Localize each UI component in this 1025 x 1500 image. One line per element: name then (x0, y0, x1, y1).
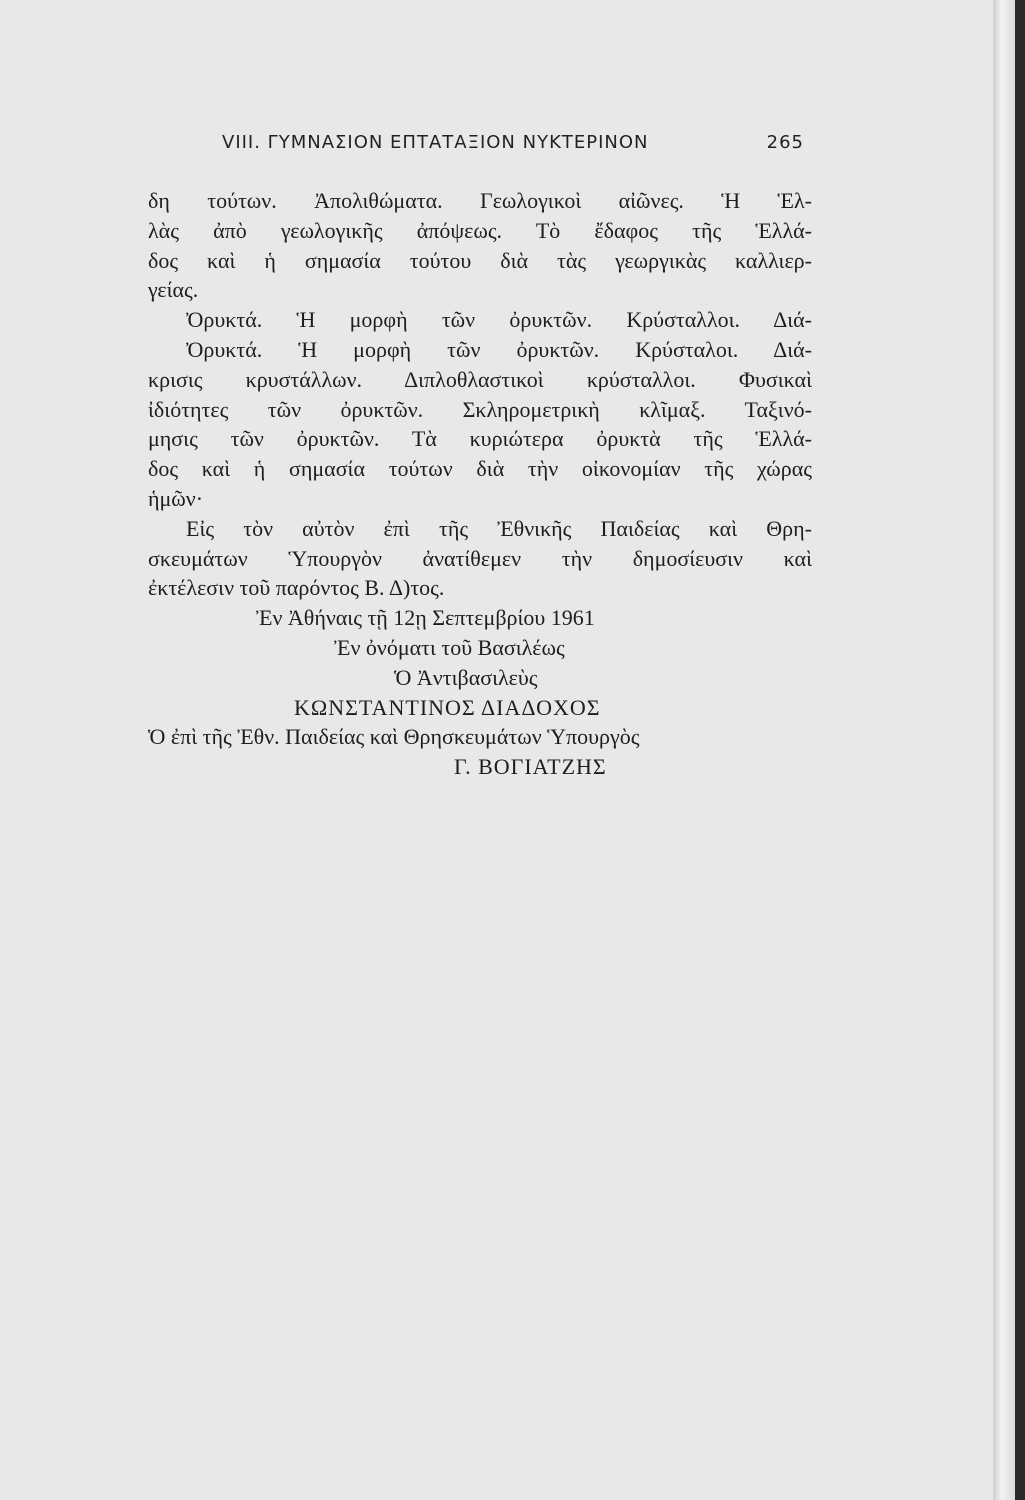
body-line: ἐκτέλεσιν τοῦ παρόντος Β. Δ)τος. (148, 575, 445, 601)
body-text (148, 186, 812, 782)
body-line: μησις τῶν ὀρυκτῶν. Τὰ κυριώτερα ὀρυκτὰ τῆς Ἑλλά- (148, 426, 812, 452)
body-line: γείας. (148, 277, 199, 303)
signature-minister-title: Ὁ ἐπὶ τῆς Ἐθν. Παιδείας καὶ Θρησκευμάτων Ὑπουργὸς (148, 724, 640, 750)
body-line: λὰς ἀπὸ γεωλογικῆς ἀπόψεως. Τὸ ἔδαφος τῆς Ἑλλά- (148, 217, 812, 243)
body-line: Ὀρυκτά. Ἡ μορφὴ τῶν ὀρυκτῶν. Κρύσταλοι. Διά- (186, 336, 812, 362)
body-line: ἡμῶν· (148, 485, 204, 511)
signature-regent-title: Ὁ Ἀντιβασιλεὺς (394, 664, 538, 690)
body-line: δος καὶ ἡ σημασία τούτου διὰ τὰς γεωργικὰς καλλιερ- (148, 247, 812, 273)
body-line: Ὀρυκτά. Ἡ μορφὴ τῶν ὀρυκτῶν. Κρύσταλλοι. Διά- (186, 307, 812, 333)
signature-minister-name: Γ. ΒΟΓΙΑΤΖΗΣ (454, 754, 607, 780)
signature-on-behalf: Ἐν ὀνόματι τοῦ Βασιλέως (334, 634, 565, 660)
running-header (222, 132, 804, 153)
body-line: ἰδιότητες τῶν ὀρυκτῶν. Σκληρομετρικὴ κλῖμαξ. Ταξινό- (148, 396, 812, 422)
body-line: σκευμάτων Ὑπουργὸν ἀνατίθεμεν τὴν δημοσίευσιν καὶ (148, 545, 812, 571)
page-number: 265 (766, 132, 804, 153)
page-edge (993, 0, 1015, 1500)
body-line: δη τούτων. Ἀπολιθώματα. Γεωλογικοὶ αἰῶνες. Ἡ Ἑλ- (148, 188, 812, 213)
running-title: VIII. ΓΥΜΝΑΣΙΟΝ ΕΠΤΑΤΑΞΙΟΝ ΝΥΚΤΕΡΙΝΟΝ (222, 132, 649, 153)
signature-regent-name: ΚΩΝΣΤΑΝΤΙΝΟΣ ΔΙΑΔΟΧΟΣ (294, 694, 601, 720)
body-line: κρισις κρυστάλλων. Διπλοθλαστικοὶ κρύσταλλοι. Φυσικαὶ (148, 366, 812, 392)
body-line: δος καὶ ἡ σημασία τούτων διὰ τὴν οἰκονομίαν τῆς χώρας (148, 456, 812, 482)
body-line: Εἰς τὸν αὐτὸν ἐπὶ τῆς Ἐθνικῆς Παιδείας καὶ Θρη- (186, 515, 812, 541)
signature-date-place: Ἐν Ἀθήναις τῇ 12ῃ Σεπτεμβρίου 1961 (256, 605, 595, 631)
